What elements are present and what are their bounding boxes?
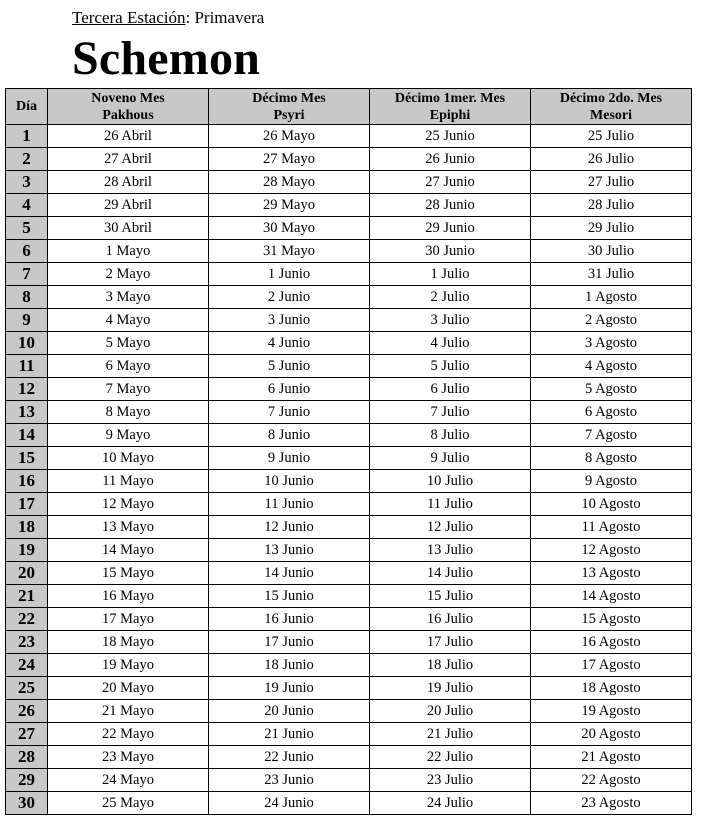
header-subline: Pakhous xyxy=(102,107,154,123)
date-cell: 14 Julio xyxy=(370,562,531,585)
day-number-cell: 17 xyxy=(6,493,48,516)
header-month-10 xyxy=(209,89,370,125)
date-cell: 21 Junio xyxy=(209,723,370,746)
day-number-cell: 2 xyxy=(6,148,48,171)
day-number-cell: 7 xyxy=(6,263,48,286)
table-row xyxy=(6,447,692,470)
header-month-9 xyxy=(48,89,209,125)
table-row xyxy=(6,792,692,815)
date-cell: 6 Julio xyxy=(370,378,531,401)
date-cell: 2 Julio xyxy=(370,286,531,309)
date-cell: 1 Julio xyxy=(370,263,531,286)
date-cell: 1 Mayo xyxy=(48,240,209,263)
page-title: Schemon xyxy=(72,32,261,85)
table-row xyxy=(6,240,692,263)
date-cell: 13 Julio xyxy=(370,539,531,562)
table-row xyxy=(6,539,692,562)
date-cell: 18 Julio xyxy=(370,654,531,677)
page-heading xyxy=(72,8,264,84)
date-cell: 26 Julio xyxy=(531,148,692,171)
date-cell: 3 Agosto xyxy=(531,332,692,355)
date-cell: 18 Agosto xyxy=(531,677,692,700)
table-row xyxy=(6,769,692,792)
date-cell: 25 Mayo xyxy=(48,792,209,815)
table-row xyxy=(6,309,692,332)
date-cell: 24 Julio xyxy=(370,792,531,815)
date-cell: 15 Junio xyxy=(209,585,370,608)
day-number-cell: 16 xyxy=(6,470,48,493)
day-number-cell: 22 xyxy=(6,608,48,631)
day-number-cell: 26 xyxy=(6,700,48,723)
table-row xyxy=(6,700,692,723)
date-cell: 5 Julio xyxy=(370,355,531,378)
date-cell: 22 Mayo xyxy=(48,723,209,746)
date-cell: 25 Junio xyxy=(370,125,531,148)
day-number-cell: 10 xyxy=(6,332,48,355)
day-number-cell: 27 xyxy=(6,723,48,746)
date-cell: 12 Julio xyxy=(370,516,531,539)
date-cell: 7 Agosto xyxy=(531,424,692,447)
day-number-cell: 21 xyxy=(6,585,48,608)
season-label: Tercera Estación xyxy=(72,8,186,27)
date-cell: 20 Agosto xyxy=(531,723,692,746)
day-number-cell: 9 xyxy=(6,309,48,332)
date-cell: 23 Julio xyxy=(370,769,531,792)
date-cell: 28 Mayo xyxy=(209,171,370,194)
date-cell: 10 Julio xyxy=(370,470,531,493)
date-cell: 17 Mayo xyxy=(48,608,209,631)
date-cell: 17 Agosto xyxy=(531,654,692,677)
day-number-cell: 6 xyxy=(6,240,48,263)
day-number-cell: 30 xyxy=(6,792,48,815)
table-row xyxy=(6,562,692,585)
date-cell: 22 Junio xyxy=(209,746,370,769)
day-number-cell: 1 xyxy=(6,125,48,148)
date-cell: 12 Mayo xyxy=(48,493,209,516)
date-cell: 27 Mayo xyxy=(209,148,370,171)
date-cell: 15 Agosto xyxy=(531,608,692,631)
day-number-cell: 29 xyxy=(6,769,48,792)
date-cell: 24 Junio xyxy=(209,792,370,815)
table-row xyxy=(6,332,692,355)
day-number-cell: 13 xyxy=(6,401,48,424)
day-number-cell: 12 xyxy=(6,378,48,401)
date-cell: 21 Agosto xyxy=(531,746,692,769)
table-row xyxy=(6,424,692,447)
date-cell: 20 Junio xyxy=(209,700,370,723)
date-cell: 15 Julio xyxy=(370,585,531,608)
day-number-cell: 28 xyxy=(6,746,48,769)
date-cell: 10 Agosto xyxy=(531,493,692,516)
date-cell: 8 Junio xyxy=(209,424,370,447)
calendar-table xyxy=(5,88,692,815)
date-cell: 14 Mayo xyxy=(48,539,209,562)
day-number-cell: 11 xyxy=(6,355,48,378)
date-cell: 3 Mayo xyxy=(48,286,209,309)
table-row xyxy=(6,263,692,286)
table-row xyxy=(6,171,692,194)
date-cell: 12 Agosto xyxy=(531,539,692,562)
header-row xyxy=(6,89,692,125)
header-month-11 xyxy=(370,89,531,125)
table-row xyxy=(6,378,692,401)
date-cell: 2 Agosto xyxy=(531,309,692,332)
table-row xyxy=(6,470,692,493)
header-line: Décimo 2do. Mes xyxy=(559,90,663,106)
date-cell: 7 Mayo xyxy=(48,378,209,401)
table-row xyxy=(6,631,692,654)
date-cell: 30 Abril xyxy=(48,217,209,240)
date-cell: 5 Agosto xyxy=(531,378,692,401)
table-row xyxy=(6,746,692,769)
table-row xyxy=(6,355,692,378)
date-cell: 22 Julio xyxy=(370,746,531,769)
season-name: : Primavera xyxy=(185,8,265,27)
date-cell: 23 Agosto xyxy=(531,792,692,815)
date-cell: 1 Agosto xyxy=(531,286,692,309)
date-cell: 4 Mayo xyxy=(48,309,209,332)
date-cell: 2 Mayo xyxy=(48,263,209,286)
day-number-cell: 5 xyxy=(6,217,48,240)
header-line: Noveno Mes xyxy=(91,90,165,106)
table-row xyxy=(6,654,692,677)
date-cell: 9 Julio xyxy=(370,447,531,470)
date-cell: 8 Mayo xyxy=(48,401,209,424)
date-cell: 18 Junio xyxy=(209,654,370,677)
date-cell: 5 Mayo xyxy=(48,332,209,355)
day-number-cell: 8 xyxy=(6,286,48,309)
header-line: Décimo Mes xyxy=(252,90,326,106)
table-row xyxy=(6,194,692,217)
date-cell: 4 Junio xyxy=(209,332,370,355)
date-cell: 23 Junio xyxy=(209,769,370,792)
date-cell: 28 Julio xyxy=(531,194,692,217)
table-row xyxy=(6,286,692,309)
date-cell: 27 Abril xyxy=(48,148,209,171)
date-cell: 27 Julio xyxy=(531,171,692,194)
date-cell: 16 Junio xyxy=(209,608,370,631)
date-cell: 30 Mayo xyxy=(209,217,370,240)
header-line: Décimo 1mer. Mes xyxy=(394,90,506,106)
date-cell: 29 Julio xyxy=(531,217,692,240)
table-row xyxy=(6,401,692,424)
season-subtitle xyxy=(72,8,264,28)
day-number-cell: 3 xyxy=(6,171,48,194)
day-number-cell: 19 xyxy=(6,539,48,562)
date-cell: 31 Julio xyxy=(531,263,692,286)
date-cell: 16 Mayo xyxy=(48,585,209,608)
date-cell: 13 Agosto xyxy=(531,562,692,585)
date-cell: 28 Junio xyxy=(370,194,531,217)
date-cell: 27 Junio xyxy=(370,171,531,194)
date-cell: 7 Junio xyxy=(209,401,370,424)
date-cell: 22 Agosto xyxy=(531,769,692,792)
date-cell: 11 Junio xyxy=(209,493,370,516)
date-cell: 11 Agosto xyxy=(531,516,692,539)
date-cell: 15 Mayo xyxy=(48,562,209,585)
date-cell: 3 Julio xyxy=(370,309,531,332)
date-cell: 20 Mayo xyxy=(48,677,209,700)
date-cell: 16 Agosto xyxy=(531,631,692,654)
date-cell: 9 Mayo xyxy=(48,424,209,447)
day-number-cell: 4 xyxy=(6,194,48,217)
date-cell: 5 Junio xyxy=(209,355,370,378)
date-cell: 30 Junio xyxy=(370,240,531,263)
date-cell: 21 Mayo xyxy=(48,700,209,723)
date-cell: 19 Agosto xyxy=(531,700,692,723)
date-cell: 10 Mayo xyxy=(48,447,209,470)
table-row xyxy=(6,125,692,148)
date-cell: 1 Junio xyxy=(209,263,370,286)
date-cell: 20 Julio xyxy=(370,700,531,723)
table-body xyxy=(6,125,692,815)
date-cell: 19 Mayo xyxy=(48,654,209,677)
header-month-12 xyxy=(531,89,692,125)
date-cell: 6 Mayo xyxy=(48,355,209,378)
date-cell: 17 Julio xyxy=(370,631,531,654)
date-cell: 19 Julio xyxy=(370,677,531,700)
date-cell: 6 Junio xyxy=(209,378,370,401)
date-cell: 6 Agosto xyxy=(531,401,692,424)
header-subline: Epiphi xyxy=(429,107,471,123)
table-row xyxy=(6,148,692,171)
date-cell: 11 Julio xyxy=(370,493,531,516)
date-cell: 8 Agosto xyxy=(531,447,692,470)
header-day xyxy=(6,89,48,125)
date-cell: 13 Junio xyxy=(209,539,370,562)
date-cell: 9 Junio xyxy=(209,447,370,470)
date-cell: 26 Mayo xyxy=(209,125,370,148)
date-cell: 11 Mayo xyxy=(48,470,209,493)
table-row xyxy=(6,677,692,700)
header-subline: Psyri xyxy=(273,107,305,123)
day-number-cell: 23 xyxy=(6,631,48,654)
date-cell: 29 Mayo xyxy=(209,194,370,217)
date-cell: 4 Agosto xyxy=(531,355,692,378)
date-cell: 18 Mayo xyxy=(48,631,209,654)
table-row xyxy=(6,723,692,746)
date-cell: 7 Julio xyxy=(370,401,531,424)
date-cell: 14 Junio xyxy=(209,562,370,585)
date-cell: 28 Abril xyxy=(48,171,209,194)
date-cell: 13 Mayo xyxy=(48,516,209,539)
date-cell: 25 Julio xyxy=(531,125,692,148)
header-line: Día xyxy=(16,99,37,114)
date-cell: 26 Junio xyxy=(370,148,531,171)
date-cell: 29 Junio xyxy=(370,217,531,240)
table-row xyxy=(6,217,692,240)
date-cell: 3 Junio xyxy=(209,309,370,332)
header-subline: Mesori xyxy=(590,107,632,123)
date-cell: 31 Mayo xyxy=(209,240,370,263)
table-row xyxy=(6,516,692,539)
day-number-cell: 24 xyxy=(6,654,48,677)
day-number-cell: 25 xyxy=(6,677,48,700)
date-cell: 29 Abril xyxy=(48,194,209,217)
table-row xyxy=(6,585,692,608)
date-cell: 12 Junio xyxy=(209,516,370,539)
date-cell: 26 Abril xyxy=(48,125,209,148)
date-cell: 21 Julio xyxy=(370,723,531,746)
table-row xyxy=(6,493,692,516)
day-number-cell: 14 xyxy=(6,424,48,447)
day-number-cell: 20 xyxy=(6,562,48,585)
date-cell: 23 Mayo xyxy=(48,746,209,769)
date-cell: 24 Mayo xyxy=(48,769,209,792)
day-number-cell: 18 xyxy=(6,516,48,539)
date-cell: 14 Agosto xyxy=(531,585,692,608)
date-cell: 17 Junio xyxy=(209,631,370,654)
date-cell: 9 Agosto xyxy=(531,470,692,493)
date-cell: 2 Junio xyxy=(209,286,370,309)
date-cell: 30 Julio xyxy=(531,240,692,263)
date-cell: 16 Julio xyxy=(370,608,531,631)
day-number-cell: 15 xyxy=(6,447,48,470)
date-cell: 4 Julio xyxy=(370,332,531,355)
date-cell: 19 Junio xyxy=(209,677,370,700)
date-cell: 10 Junio xyxy=(209,470,370,493)
date-cell: 8 Julio xyxy=(370,424,531,447)
table-row xyxy=(6,608,692,631)
